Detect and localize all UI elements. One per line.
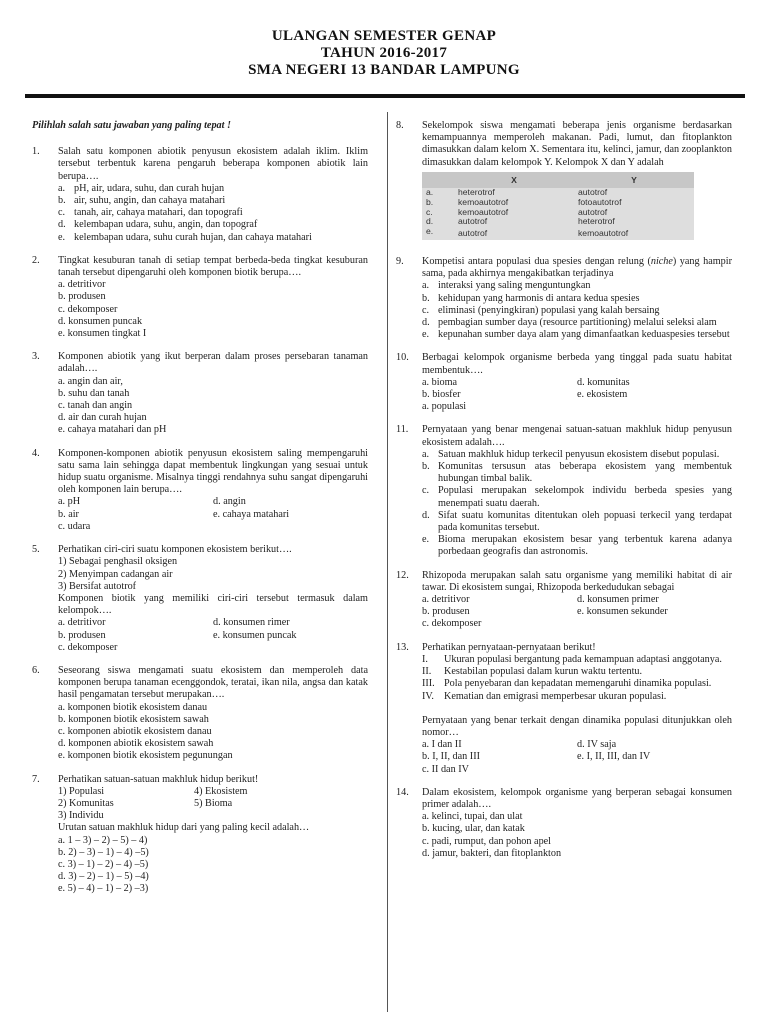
question-number: 2. — [32, 254, 40, 266]
option[interactable]: d. IV saja — [577, 739, 617, 751]
column-divider — [387, 112, 388, 1012]
option[interactable]: d. air dan curah hujan — [58, 412, 147, 424]
option[interactable]: b. air — [58, 508, 79, 520]
list-item: 4) Ekosistem — [194, 785, 248, 797]
question-stem: Pernyataan yang benar mengenai satuan-satuan makhluk hidup penyusun ekosistem adalah…. — [422, 424, 732, 448]
option[interactable]: e. kepunahan sumber daya alam yang dimanfaatkan keduaspesies tersebut — [422, 329, 730, 341]
question-stem: Komponen-komponen abiotik penyusun ekosistem saling mempengaruhi satu sama lain sehingga dapat membentuk lingkungan yang sesuai untuk hidup suatu organisme. Misalnya tinggi rendahnya suhu sangat dipengaruhi oleh komponen lain berupa…. — [58, 447, 368, 496]
question-stem-2: Komponen biotik yang memiliki ciri-ciri tersebut termasuk dalam kelompok…. — [58, 592, 368, 617]
question-number: 12. — [396, 569, 409, 581]
question-number: 11. — [396, 424, 409, 436]
option[interactable]: d. 3) – 2) – 1) – 5) –4) — [58, 871, 149, 883]
option[interactable]: a. Satuan makhluk hidup terkecil penyusun ekosistem disebut populasi. — [422, 448, 720, 460]
question-number: 7. — [32, 773, 40, 785]
question-stem: Seseorang siswa mengamati suatu ekosistem dan memperoleh data komponen berupa tanaman ecenggondok, teratai, ikan nila, angsa dan katak hasil pengamatan tersebut merupakan…. — [58, 664, 368, 701]
list-item: 3) Bersifat autotrof — [58, 580, 137, 592]
exam-header — [0, 28, 768, 79]
option[interactable]: a. 1 – 3) – 2) – 5) – 4) — [58, 834, 148, 846]
option[interactable]: d. angin — [213, 496, 246, 508]
option[interactable]: c. Populasi merupakan sekelompok individu berbeda spesies yang menempati suatu daerah. — [422, 485, 732, 509]
table-row[interactable]: e. autotrof kemoautotrof — [422, 227, 694, 240]
option[interactable]: a. detritivor — [58, 279, 106, 291]
option[interactable]: a. detritivor — [422, 594, 470, 606]
option[interactable]: d. kelembapan udara, suhu, angin, dan topograf — [58, 219, 258, 231]
option[interactable]: e. komponen biotik ekosistem pegunungan — [58, 750, 233, 762]
question-11 — [396, 424, 732, 558]
option[interactable]: a. komponen biotik ekosistem danau — [58, 701, 208, 713]
question-stem: Kompetisi antara populasi dua spesies dengan relung (niche) yang hampir sama, pada akhirnya mengakibatkan terjadinya — [422, 256, 732, 280]
option[interactable]: a. interaksi yang saling menguntungkan — [422, 280, 591, 292]
table-header: X — [454, 172, 574, 188]
list-item: 2) Menyimpan cadangan air — [58, 568, 173, 580]
option[interactable]: b. produsen — [58, 291, 106, 303]
answer-table — [422, 172, 694, 240]
option[interactable]: e. konsumen puncak — [213, 629, 297, 641]
question-number: 10. — [396, 352, 409, 364]
option[interactable]: c. eliminasi (penyingkiran) populasi yang kalah bersaing — [422, 304, 660, 316]
table-row[interactable]: a. heterotrof autotrof — [422, 188, 694, 198]
option[interactable]: e. cahaya matahari — [213, 508, 290, 520]
option[interactable]: c. dekomposer — [58, 641, 118, 653]
question-14 — [396, 787, 732, 860]
question-2 — [32, 255, 368, 340]
option[interactable]: c. tanah dan angin — [58, 400, 133, 412]
table-header — [422, 172, 454, 188]
option[interactable]: d. jamur, bakteri, dan fitoplankton — [422, 847, 562, 859]
question-stem: Berbagai kelompok organisme berbeda yang tinggal pada suatu habitat membentuk…. — [422, 352, 732, 376]
question-number: 3. — [32, 351, 40, 363]
option[interactable]: a. angin dan air, — [58, 375, 123, 387]
option[interactable]: e. konsumen sekunder — [577, 606, 668, 618]
list-item: III. Pola penyebaran dan kepadatan memengaruhi dinamika populasi. — [422, 678, 712, 690]
table-row[interactable]: c. kemoautotrof autotrof — [422, 208, 694, 218]
option[interactable]: c. dekomposer — [58, 303, 118, 315]
option[interactable]: b. air, suhu, angin, dan cahaya matahari — [58, 195, 226, 207]
option[interactable]: c. padi, rumput, dan pohon apel — [422, 835, 552, 847]
option[interactable]: e. Bioma merupakan ekosistem besar yang terbentuk karena adanya porbedaan geografis dan astronomis. — [422, 534, 732, 558]
option[interactable]: a. populasi — [422, 401, 467, 413]
option[interactable]: b. produsen — [422, 606, 470, 618]
option[interactable]: c. dekomposer — [422, 618, 482, 630]
question-number: 9. — [396, 256, 404, 267]
list-item: 2) Komunitas — [58, 797, 114, 809]
option[interactable]: c. 3) – 1) – 2) – 4) –5) — [58, 858, 149, 870]
question-number: 8. — [396, 120, 404, 131]
list-item: I. Ukuran populasi bergantung pada kemampuan adaptasi anggotanya. — [422, 653, 722, 665]
question-5 — [32, 544, 368, 654]
option[interactable]: a. kelinci, tupai, dan ulat — [422, 811, 523, 823]
list-item: II. Kestabilan populasi dalam kurun waktu tertentu. — [422, 666, 643, 678]
option[interactable]: b. suhu dan tanah — [58, 387, 130, 399]
option[interactable]: c. tanah, air, cahaya matahari, dan topografi — [58, 207, 243, 219]
option[interactable]: d. konsumen primer — [577, 594, 659, 606]
table-header: Y — [574, 172, 694, 188]
question-8 — [396, 120, 732, 240]
option[interactable]: d. komponen abiotik ekosistem sawah — [58, 738, 214, 750]
list-item: 1) Sebagai penghasil oksigen — [58, 556, 178, 568]
question-stem-2: Urutan satuan makhluk hidup dari yang paling kecil adalah… — [58, 822, 310, 834]
question-7 — [32, 774, 368, 896]
option[interactable]: d. Sifat suatu komunitas ditentukan oleh popuasi terkecil yang terdapat pada komunitas tersebut. — [422, 509, 732, 534]
exam-year: TAHUN 2016-2017 — [320, 45, 448, 61]
list-item: 5) Bioma — [194, 797, 233, 809]
exam-title: ULANGAN SEMESTER GENAP — [271, 28, 497, 44]
option[interactable]: b. kucing, ular, dan katak — [422, 823, 525, 835]
question-stem: Salah satu komponen abiotik penyusun ekosistem adalah iklim. Iklim tersebut terbentuk karena pengaruh beberapa komponen abiotik lain berupa…. — [58, 146, 368, 182]
list-item: 3) Individu — [58, 810, 104, 822]
option[interactable]: a. detritivor — [58, 617, 106, 629]
question-number: 4. — [32, 447, 40, 459]
option[interactable]: d. konsumen rimer — [213, 617, 290, 629]
list-item: IV. Kematian dan emigrasi memperbesar ukuran populasi. — [422, 690, 667, 702]
question-stem: Perhatikan ciri-ciri suatu komponen ekosistem berikut…. — [58, 544, 292, 556]
option[interactable]: b. Komunitas tersusun atas beberapa ekosistem yang membentuk hubungan timbal balik. — [422, 461, 732, 485]
question-stem: Rhizopoda merupakan salah satu organisme yang memiliki habitat di air tawar. Di ekosistem sungai, Rhizopoda berkedudukan sebagai — [422, 569, 732, 593]
question-stem: Sekelompok siswa mengamati beberapa jenis organisme berdasarkan kemampuannya memperoleh makanan. Padi, lumut, dan fitoplankton dimasukkan dalam kelom X. Sementara itu, kelinci, jamur, dan zooplankton dimasukkan dalam kelompok Y. Kelompok X dan Y adalah — [422, 120, 732, 168]
option[interactable]: e. kelembapan udara, suhu curah hujan, dan cahaya matahari — [58, 231, 312, 243]
option[interactable]: d. komunitas — [577, 376, 630, 388]
option[interactable]: a. bioma — [422, 376, 458, 388]
school-name: SMA NEGERI 13 BANDAR LAMPUNG — [248, 62, 520, 78]
question-6 — [32, 665, 368, 763]
question-number: 6. — [32, 664, 40, 676]
option[interactable]: a. I dan II — [422, 739, 462, 751]
question-4 — [32, 448, 368, 533]
question-stem: Tingkat kesuburan tanah di setiap tempat berbeda-beda tingkat kesuburan tanah tersebut dipengaruhi oleh komponen biotik berupa…. — [58, 254, 368, 279]
table-row[interactable]: d. autotrof heterotrof — [422, 217, 694, 227]
option[interactable]: e. I, II, III, dan IV — [577, 751, 651, 763]
instruction: Pilihlah salah satu jawaban yang paling tepat ! — [32, 120, 231, 131]
question-stem-2: Pernyataan yang benar terkait dengan dinamika populasi ditunjukkan oleh nomor… — [422, 714, 732, 738]
option[interactable]: b. I, II, dan III — [422, 751, 480, 763]
question-12 — [396, 570, 732, 631]
option[interactable]: b. 2) – 3) – 1) – 4) –5) — [58, 846, 149, 858]
left-column — [32, 120, 368, 907]
right-column — [396, 120, 732, 871]
question-number: 1. — [32, 146, 40, 158]
option[interactable]: b. produsen — [58, 629, 106, 641]
option[interactable]: e. 5) – 4) – 1) – 2) –3) — [58, 883, 149, 895]
option[interactable]: d. konsumen puncak — [58, 315, 143, 327]
option[interactable]: e. ekosistem — [577, 389, 628, 401]
list-item: 1) Populasi — [58, 785, 105, 797]
option[interactable]: d. pembagian sumber daya (resource partitioning) melalui seleksi alam — [422, 317, 717, 329]
question-number: 14. — [396, 786, 409, 798]
question-stem: Komponen abiotik yang ikut berperan dalam proses persebaran tanaman adalah…. — [58, 351, 368, 375]
question-number: 13. — [396, 641, 409, 653]
option[interactable]: a. pH — [58, 496, 81, 508]
question-stem: Dalam ekosistem, kelompok organisme yang berperan sebagai konsumen primer adalah…. — [422, 786, 732, 810]
option[interactable]: e. konsumen tingkat I — [58, 328, 147, 340]
question-3 — [32, 351, 368, 436]
question-stem: Perhatikan pernyataan-pernyataan berikut! — [422, 641, 596, 653]
question-13 — [396, 642, 732, 776]
question-stem: Perhatikan satuan-satuan makhluk hidup berikut! — [58, 773, 259, 785]
question-1 — [32, 146, 368, 244]
option[interactable]: c. komponen abiotik ekosistem danau — [58, 725, 212, 737]
option[interactable]: c. II dan IV — [422, 763, 469, 775]
option[interactable]: b. komponen biotik ekosistem sawah — [58, 713, 209, 725]
option[interactable]: b. biosfer — [422, 389, 461, 401]
question-number: 5. — [32, 544, 40, 556]
option[interactable]: e. cahaya matahari dan pH — [58, 424, 167, 436]
question-9 — [396, 256, 732, 341]
table-row[interactable]: b. kemoautotrof fotoautotrof — [422, 198, 694, 208]
question-10 — [396, 352, 732, 413]
option[interactable]: a. pH, air, udara, suhu, dan curah hujan — [58, 182, 225, 194]
option[interactable]: c. udara — [58, 520, 91, 532]
header-rule — [25, 94, 745, 98]
option[interactable]: b. kehidupan yang harmonis di antara kedua spesies — [422, 292, 640, 304]
